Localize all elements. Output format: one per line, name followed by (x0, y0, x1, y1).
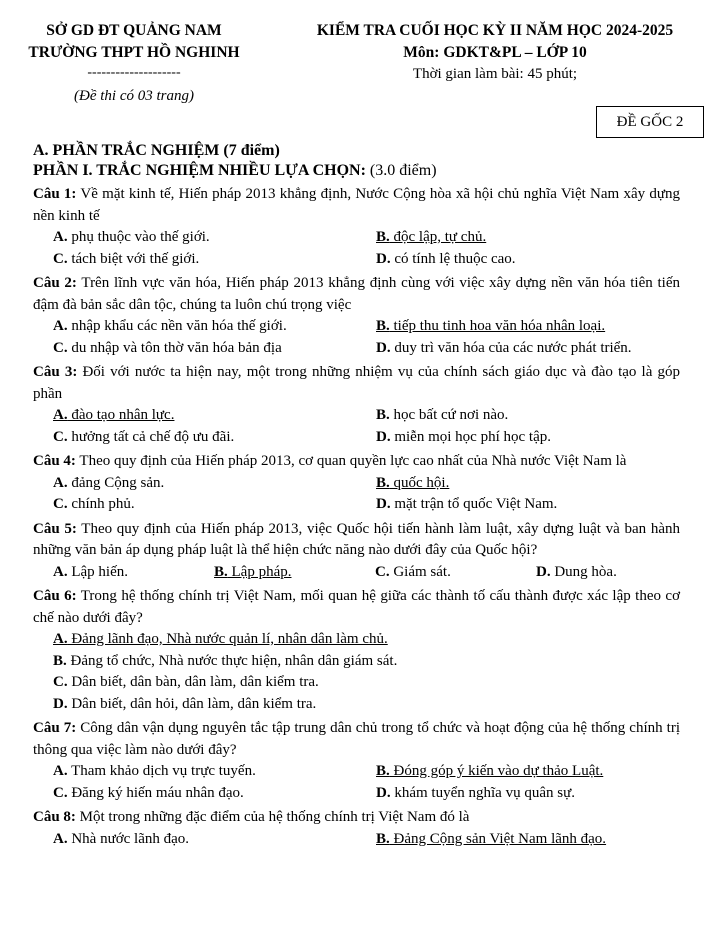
option-a-correct[interactable] (53, 405, 376, 427)
option-letter: C. (53, 428, 68, 445)
option-letter: B. (376, 407, 390, 423)
department-name: SỞ GD ĐT QUẢNG NAM (46, 22, 222, 39)
question-4 (33, 451, 680, 516)
option-letter: D. (376, 339, 391, 356)
question-text (33, 807, 680, 829)
option-letter: A. (53, 563, 68, 580)
option-letter: C. (53, 784, 68, 801)
part-1-points: (3.0 điểm) (365, 162, 437, 179)
option-d[interactable] (376, 249, 700, 271)
question-stem: Về mặt kinh tế, Hiến pháp 2013 khẳng định, Nước Cộng hòa xã hội chủ nghĩa Việt Nam xây dựng nền kinh tế (33, 186, 681, 224)
option-b-correct[interactable] (376, 761, 700, 783)
question-number: Câu 5: (33, 520, 77, 537)
option-text: tách biệt với thế giới. (67, 250, 200, 267)
option-b-correct[interactable] (376, 473, 700, 495)
option-text: học bất cứ nơi nào. (389, 407, 509, 423)
option-letter: D. (376, 784, 391, 801)
option-text: Đảng Cộng sản Việt Nam lãnh đạo. (389, 830, 607, 847)
option-text: phụ thuộc vào thế giới. (67, 229, 210, 245)
option-text: khám tuyển nghĩa vụ quân sự. (390, 784, 575, 801)
option-text: đảng Cộng sản. (67, 474, 165, 491)
option-letter: D. (53, 695, 68, 712)
option-text: Đăng ký hiến máu nhân đạo. (67, 784, 244, 801)
option-text: Tham khảo dịch vụ trực tuyến. (67, 763, 256, 779)
question-number: Câu 8: (33, 809, 76, 825)
option-letter: A. (53, 407, 68, 423)
option-text: quốc hội. (389, 474, 450, 491)
option-text: Đảng lãnh đạo, Nhà nước quản lí, nhân dân làm chủ. (67, 631, 388, 647)
option-letter: B. (376, 763, 390, 779)
option-letter: D. (376, 250, 391, 267)
option-text: chính phủ. (67, 496, 135, 512)
option-letter: B. (376, 318, 390, 334)
answer-options (53, 405, 680, 448)
option-letter: A. (53, 631, 68, 647)
option-d[interactable] (536, 562, 680, 584)
option-letter: B. (214, 563, 228, 580)
answer-options (53, 829, 680, 851)
option-letter: C. (53, 250, 68, 267)
question-number: Câu 2: (33, 275, 77, 291)
option-c[interactable] (53, 338, 376, 360)
part-1-heading (33, 161, 680, 181)
option-letter: A. (53, 229, 68, 245)
school-name: TRƯỜNG THPT HỒ NGHINH (28, 44, 240, 61)
option-d[interactable] (376, 783, 700, 805)
option-a[interactable] (53, 227, 376, 249)
answer-options (53, 473, 680, 516)
option-letter: D. (536, 563, 551, 580)
exam-content (33, 141, 680, 850)
option-text: duy trì văn hóa của các nước phát triển. (390, 339, 632, 356)
option-text: hưởng tất cả chế độ ưu đãi. (67, 428, 235, 445)
option-c[interactable] (53, 249, 376, 271)
option-b-correct[interactable] (214, 562, 375, 584)
question-stem: Trong hệ thống chính trị Việt Nam, mối quan hệ giữa các thành tố cấu thành được xác lập theo cơ chế nào dưới đây? (33, 588, 681, 626)
option-a[interactable] (53, 829, 376, 851)
option-text: mặt trận tổ quốc Việt Nam. (390, 496, 558, 512)
header-left (14, 20, 254, 107)
option-d[interactable] (376, 338, 700, 360)
option-letter: B. (376, 830, 390, 847)
option-b-correct[interactable] (376, 227, 700, 249)
exam-title: KIỂM TRA CUỐI HỌC KỲ II NĂM HỌC 2024-2025 (316, 22, 674, 39)
time-allowed: Thời gian làm bài: 45 phút; (412, 66, 578, 82)
option-letter: D. (376, 428, 391, 445)
option-a[interactable] (53, 316, 376, 338)
option-a[interactable] (53, 562, 214, 584)
answer-options (53, 316, 680, 359)
subject-title: Môn: GDKT&PL – LỚP 10 (403, 44, 587, 61)
section-a-heading: A. PHẦN TRẮC NGHIỆM (7 điểm) (33, 142, 280, 159)
question-text (33, 718, 680, 761)
question-text (33, 586, 680, 629)
option-letter: B. (376, 229, 390, 245)
answer-options (53, 761, 680, 804)
option-c[interactable] (375, 562, 536, 584)
question-2 (33, 273, 680, 359)
question-6 (33, 586, 680, 715)
option-d[interactable] (376, 427, 700, 449)
exam-code-box: ĐỀ GỐC 2 (596, 106, 704, 138)
option-text: Lập pháp. (227, 563, 292, 580)
question-stem: Theo quy định của Hiến pháp 2013, việc Quốc hội tiến hành làm luật, xây dựng luật và ban hành những văn bản áp dụng pháp luật là thể hiện chức năng nào dưới đây của Quốc hội? (33, 520, 680, 558)
question-5 (33, 519, 680, 584)
option-c[interactable] (53, 494, 376, 516)
option-text: có tính lệ thuộc cao. (390, 250, 516, 267)
option-text: đào tạo nhân lực. (67, 407, 175, 423)
question-8 (33, 807, 680, 850)
option-text: Dung hòa. (550, 563, 617, 580)
question-number: Câu 7: (33, 720, 77, 736)
question-stem: Một trong những đặc điểm của hệ thống chính trị Việt Nam đó là (75, 809, 470, 825)
answer-options (53, 629, 680, 715)
option-b-correct[interactable] (376, 829, 700, 851)
option-c[interactable] (53, 427, 376, 449)
option-b[interactable] (53, 651, 680, 673)
option-text: Nhà nước lãnh đạo. (67, 830, 190, 847)
question-7 (33, 718, 680, 804)
option-text: tiếp thu tinh hoa văn hóa nhân loại. (389, 318, 606, 334)
option-text: Giám sát. (389, 563, 451, 580)
option-text: du nhập và tôn thờ văn hóa bản địa (67, 339, 282, 356)
question-number: Câu 1: (33, 186, 77, 202)
question-number: Câu 6: (33, 588, 77, 604)
question-1 (33, 184, 680, 270)
question-text (33, 273, 680, 316)
option-letter: A. (53, 830, 68, 847)
option-letter: C. (53, 496, 68, 512)
option-text: miễn mọi học phí học tập. (390, 428, 551, 445)
answer-options (53, 562, 680, 584)
option-letter: C. (375, 563, 390, 580)
option-c[interactable] (53, 783, 376, 805)
question-stem: Đối với nước ta hiện nay, một trong những nhiệm vụ của chính sách giáo dục và đào tạo là góp phần (33, 364, 681, 402)
option-letter: B. (376, 474, 390, 491)
option-text: Đảng tổ chức, Nhà nước thực hiện, nhân dân giám sát. (66, 652, 398, 669)
header-right (280, 20, 710, 84)
option-text: Đóng góp ý kiến vào dự thảo Luật. (389, 763, 604, 779)
option-a[interactable] (53, 473, 376, 495)
question-stem: Theo quy định của Hiến pháp 2013, cơ quan quyền lực cao nhất của Nhà nước Việt Nam là (75, 453, 627, 469)
part-1-title: PHẦN I. TRẮC NGHIỆM NHIỀU LỰA CHỌN: (33, 162, 366, 179)
option-a-correct[interactable] (53, 629, 680, 651)
option-letter: C. (53, 339, 68, 356)
question-text (33, 362, 680, 405)
option-text: Dân biết, dân bàn, dân làm, dân kiểm tra. (67, 674, 319, 690)
option-c[interactable] (53, 672, 680, 694)
page-count-note: (Đề thi có 03 trang) (74, 88, 194, 104)
header-divider: -------------------- (87, 65, 181, 80)
question-stem: Trên lĩnh vực văn hóa, Hiến pháp 2013 khẳng định cùng với việc xây dựng nền văn hóa tiên tiến đậm đà bản sắc dân tộc, chúng ta luôn chú trọng việc (33, 275, 680, 313)
option-letter: A. (53, 318, 68, 334)
option-a[interactable] (53, 761, 376, 783)
option-letter: A. (53, 474, 68, 491)
option-text: Dân biết, dân hỏi, dân làm, dân kiểm tra. (67, 695, 317, 712)
option-text: độc lập, tự chủ. (389, 229, 487, 245)
option-text: Lập hiến. (67, 563, 128, 580)
option-b[interactable] (376, 405, 700, 427)
option-text: nhập khẩu các nền văn hóa thế giới. (67, 318, 287, 334)
question-3 (33, 362, 680, 448)
question-number: Câu 4: (33, 453, 76, 469)
option-d[interactable] (53, 694, 680, 716)
question-stem: Công dân vận dụng nguyên tắc tập trung dân chủ trong tổ chức và hoạt động của hệ thống chính trị thông qua việc làm nào dưới đây? (33, 720, 680, 758)
question-text (33, 451, 680, 473)
option-d[interactable] (376, 494, 700, 516)
option-letter: C. (53, 674, 68, 690)
option-letter: A. (53, 763, 68, 779)
option-b-correct[interactable] (376, 316, 700, 338)
option-letter: D. (376, 496, 391, 512)
answer-options (53, 227, 680, 270)
question-number: Câu 3: (33, 364, 78, 380)
option-letter: B. (53, 652, 67, 669)
question-text (33, 184, 680, 227)
question-text (33, 519, 680, 562)
